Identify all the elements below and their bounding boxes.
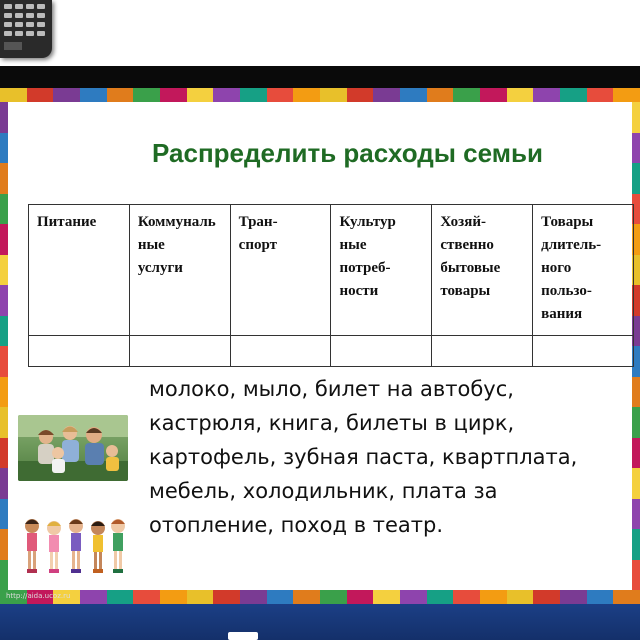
stripe-segment — [587, 88, 614, 102]
items-line: отопление, поход в театр. — [149, 513, 444, 537]
stripe-segment — [373, 590, 400, 604]
stripe-segment — [240, 590, 267, 604]
calculator-key — [37, 4, 45, 9]
stripe-segment — [0, 285, 8, 316]
stripe-segment — [480, 590, 507, 604]
calculator-key — [15, 22, 23, 27]
header-line: ные — [339, 237, 367, 253]
bottom-blue-band — [0, 604, 640, 640]
expense-items-text — [149, 372, 629, 542]
stripe-segment — [267, 88, 294, 102]
header-cell-household — [432, 205, 533, 336]
stripe-segment — [347, 88, 374, 102]
stripe-segment — [0, 255, 8, 286]
stripe-segment — [0, 377, 8, 408]
calculator-key — [4, 31, 12, 36]
stripe-segment — [533, 590, 560, 604]
stripe-segment — [347, 590, 374, 604]
top-color-stripe — [0, 88, 640, 102]
stripe-segment — [0, 560, 8, 591]
stripe-segment — [320, 88, 347, 102]
stripe-segment — [453, 590, 480, 604]
stripe-segment — [0, 316, 8, 347]
stripe-segment — [427, 88, 454, 102]
header-line: ности — [339, 283, 379, 299]
stripe-segment — [80, 88, 107, 102]
header-cell-utilities — [129, 205, 230, 336]
stripe-segment — [632, 499, 640, 530]
stripe-segment — [0, 88, 27, 102]
header-line: Культур — [339, 214, 396, 230]
stripe-segment — [613, 590, 640, 604]
empty-cell — [331, 336, 432, 367]
calculator-key — [4, 22, 12, 27]
slide-panel — [8, 102, 632, 590]
header-line: ственно — [440, 237, 494, 253]
stripe-segment — [400, 590, 427, 604]
bottom-color-stripe — [0, 590, 640, 604]
calculator-key — [37, 22, 45, 27]
calculator-key — [26, 22, 34, 27]
header-line: товары — [440, 283, 491, 299]
stripe-segment — [80, 590, 107, 604]
stripe-segment — [0, 529, 8, 560]
stripe-segment — [107, 88, 134, 102]
empty-cell — [533, 336, 634, 367]
empty-cell — [29, 336, 130, 367]
stripe-segment — [0, 224, 8, 255]
header-line: спорт — [238, 237, 277, 253]
stripe-segment — [632, 377, 640, 408]
calculator-key — [4, 13, 12, 18]
stripe-segment — [373, 88, 400, 102]
black-band — [0, 66, 640, 88]
stripe-segment — [0, 468, 8, 499]
stripe-segment — [320, 590, 347, 604]
calculator-key — [4, 4, 12, 9]
stripe-segment — [632, 102, 640, 133]
stripe-segment — [533, 88, 560, 102]
partial-letter-shape — [228, 632, 258, 640]
stripe-segment — [0, 346, 8, 377]
calculator-screen — [4, 42, 22, 50]
header-line: Товары — [541, 214, 594, 230]
stripe-segment — [0, 407, 8, 438]
header-cell-cultural — [331, 205, 432, 336]
calculator-key — [26, 31, 34, 36]
stripe-segment — [613, 88, 640, 102]
stripe-segment — [507, 590, 534, 604]
stripe-segment — [632, 163, 640, 194]
stripe-segment — [213, 88, 240, 102]
calculator-key — [15, 4, 23, 9]
stripe-segment — [507, 88, 534, 102]
stripe-segment — [187, 590, 214, 604]
calculator-key — [26, 13, 34, 18]
calculator-key — [15, 31, 23, 36]
stripe-segment — [0, 133, 8, 164]
stripe-segment — [160, 88, 187, 102]
calculator-image — [0, 0, 52, 58]
calculator-key — [37, 13, 45, 18]
items-line: молоко, мыло, билет на автобус, — [149, 377, 514, 401]
dolls-photo — [18, 512, 128, 582]
stripe-segment — [632, 133, 640, 164]
header-cell-food — [29, 205, 130, 336]
header-line: вания — [541, 306, 583, 322]
stripe-segment — [453, 88, 480, 102]
header-line: бытовые — [440, 260, 501, 276]
empty-cell — [230, 336, 331, 367]
header-cell-transport — [230, 205, 331, 336]
dolls-photo-graphic — [18, 512, 128, 582]
stripe-segment — [53, 88, 80, 102]
stripe-segment — [632, 560, 640, 591]
header-line: Тран- — [238, 214, 278, 230]
header-cell-durables — [533, 205, 634, 336]
calculator-key — [37, 31, 45, 36]
empty-cell — [129, 336, 230, 367]
stripe-segment — [133, 590, 160, 604]
stripe-segment — [632, 529, 640, 560]
stripe-segment — [267, 590, 294, 604]
stripe-segment — [293, 88, 320, 102]
header-line: потреб- — [339, 260, 391, 276]
stripe-segment — [632, 438, 640, 469]
empty-cell — [432, 336, 533, 367]
stripe-segment — [0, 438, 8, 469]
family-photo — [18, 415, 128, 481]
family-photo-graphic — [18, 415, 128, 481]
stripe-segment — [480, 88, 507, 102]
stripe-segment — [133, 88, 160, 102]
stripe-segment — [293, 590, 320, 604]
stripe-segment — [560, 88, 587, 102]
stripe-segment — [107, 590, 134, 604]
expenses-table — [28, 204, 634, 367]
url-watermark: http://aida.ucoz.ru — [6, 592, 71, 600]
table-empty-row — [29, 336, 634, 367]
stripe-segment — [0, 163, 8, 194]
stripe-segment — [427, 590, 454, 604]
header-line: ного — [541, 260, 572, 276]
stripe-segment — [27, 88, 54, 102]
header-line: Питание — [37, 214, 97, 230]
slide-title: Распределить расходы семьи — [152, 138, 543, 168]
items-line: картофель, зубная паста, квартплата, — [149, 445, 578, 469]
left-color-stripe — [0, 102, 8, 590]
items-line: кастрюля, книга, билеты в цирк, — [149, 411, 515, 435]
stripe-segment — [0, 102, 8, 133]
stripe-segment — [0, 499, 8, 530]
header-line: услуги — [137, 260, 183, 276]
stripe-segment — [160, 590, 187, 604]
header-line: Коммуналь — [137, 214, 216, 230]
stripe-segment — [587, 590, 614, 604]
top-area — [0, 0, 640, 66]
stripe-segment — [240, 88, 267, 102]
header-line: ные — [137, 237, 165, 253]
stripe-segment — [560, 590, 587, 604]
header-line: Хозяй- — [440, 214, 486, 230]
stripe-segment — [632, 468, 640, 499]
stripe-segment — [632, 407, 640, 438]
calculator-key — [15, 13, 23, 18]
table-header-row — [29, 205, 634, 336]
header-line: длитель- — [541, 237, 602, 253]
stripe-segment — [213, 590, 240, 604]
stripe-segment — [400, 88, 427, 102]
stripe-segment — [187, 88, 214, 102]
stripe-segment — [0, 194, 8, 225]
items-line: мебель, холодильник, плата за — [149, 479, 498, 503]
calculator-key — [26, 4, 34, 9]
header-line: пользо- — [541, 283, 592, 299]
